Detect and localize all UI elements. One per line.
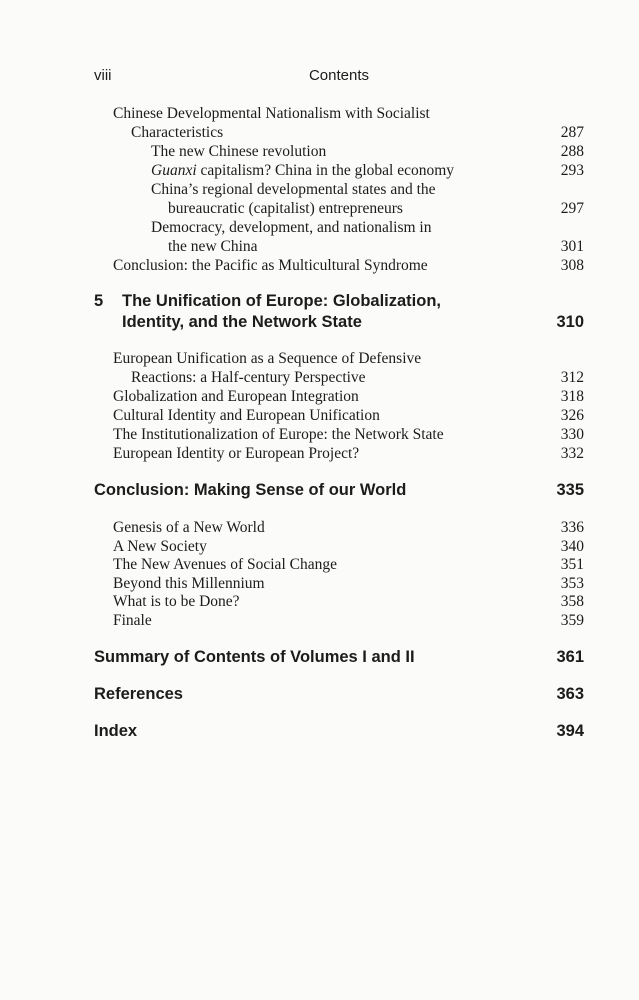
toc-entry-label: Conclusion: the Pacific as Multicultural Syndrome [113, 257, 428, 274]
toc-page-number: 353 [560, 575, 584, 592]
toc-page-number: 358 [560, 593, 584, 610]
toc-page-number: 293 [560, 162, 584, 179]
toc-entry-label: Chinese Developmental Nationalism with Socialist [113, 105, 430, 122]
toc-entry-label: European Identity or European Project? [113, 445, 360, 462]
toc-page-number: 318 [560, 388, 584, 405]
toc-entry-label: What is to be Done? [113, 593, 240, 610]
chapter-title: Conclusion: Making Sense of our World [94, 481, 407, 499]
toc-entry-label: Finale [113, 612, 152, 629]
back-matter-title: Index [94, 722, 138, 740]
toc-entry-label: Characteristics [131, 124, 224, 141]
back-matter-title: References [94, 685, 183, 703]
chapter-title: Identity, and the Network State [122, 313, 362, 331]
chapter-page-number: 335 [556, 481, 584, 499]
back-matter-page-number: 394 [556, 722, 584, 740]
toc-page-number: 287 [560, 124, 584, 141]
toc-page-number: 332 [560, 445, 584, 462]
toc-page-number: 351 [560, 556, 584, 573]
toc-entry-label: The Institutionalization of Europe: the Network State [113, 426, 444, 443]
toc-entry-label [151, 161, 454, 180]
toc-entry-label: Globalization and European Integration [113, 388, 359, 405]
running-head [94, 67, 584, 87]
toc-page-number: 312 [560, 369, 584, 386]
toc-entry-label: Reactions: a Half-century Perspective [131, 369, 366, 386]
toc-page-number: 340 [560, 538, 584, 555]
toc-page-number: 308 [560, 257, 584, 274]
toc-entry-label-rest: capitalism? China in the global economy [196, 162, 455, 179]
toc-entry-label: A New Society [113, 538, 207, 555]
page-number: viii [94, 67, 112, 84]
back-matter-page-number: 361 [556, 648, 584, 666]
toc-entry-label: bureaucratic (capitalist) entrepreneurs [168, 200, 403, 217]
toc-entry-label: The New Avenues of Social Change [113, 556, 337, 573]
toc-entry-label: The new Chinese revolution [151, 143, 327, 160]
toc-entry-label: Democracy, development, and nationalism in [151, 219, 432, 236]
page-title: Contents [308, 67, 370, 84]
toc-page-number: 326 [560, 407, 584, 424]
toc-entry-label: European Unification as a Sequence of Defensive [113, 350, 422, 367]
toc-page-number: 330 [560, 426, 584, 443]
toc-page-number: 297 [560, 200, 584, 217]
toc-entry-label: the new China [168, 238, 258, 255]
toc-page-number: 359 [560, 612, 584, 629]
back-matter-title: Summary of Contents of Volumes I and II [94, 648, 415, 666]
toc-page-number: 336 [560, 519, 584, 536]
back-matter-page-number: 363 [556, 685, 584, 703]
toc-page-number: 288 [560, 143, 584, 160]
toc-entry-label: Cultural Identity and European Unification [113, 407, 380, 424]
chapter-page-number: 310 [556, 313, 584, 331]
italic-term: Guanxi [151, 162, 197, 179]
toc-entry-label: China’s regional developmental states and the [151, 181, 436, 198]
toc-page-number: 301 [560, 238, 584, 255]
chapter-title: The Unification of Europe: Globalization, [122, 292, 441, 310]
toc-entry-label: Genesis of a New World [113, 519, 265, 536]
toc-entry-label: Beyond this Millennium [113, 575, 265, 592]
chapter-number: 5 [94, 292, 104, 310]
